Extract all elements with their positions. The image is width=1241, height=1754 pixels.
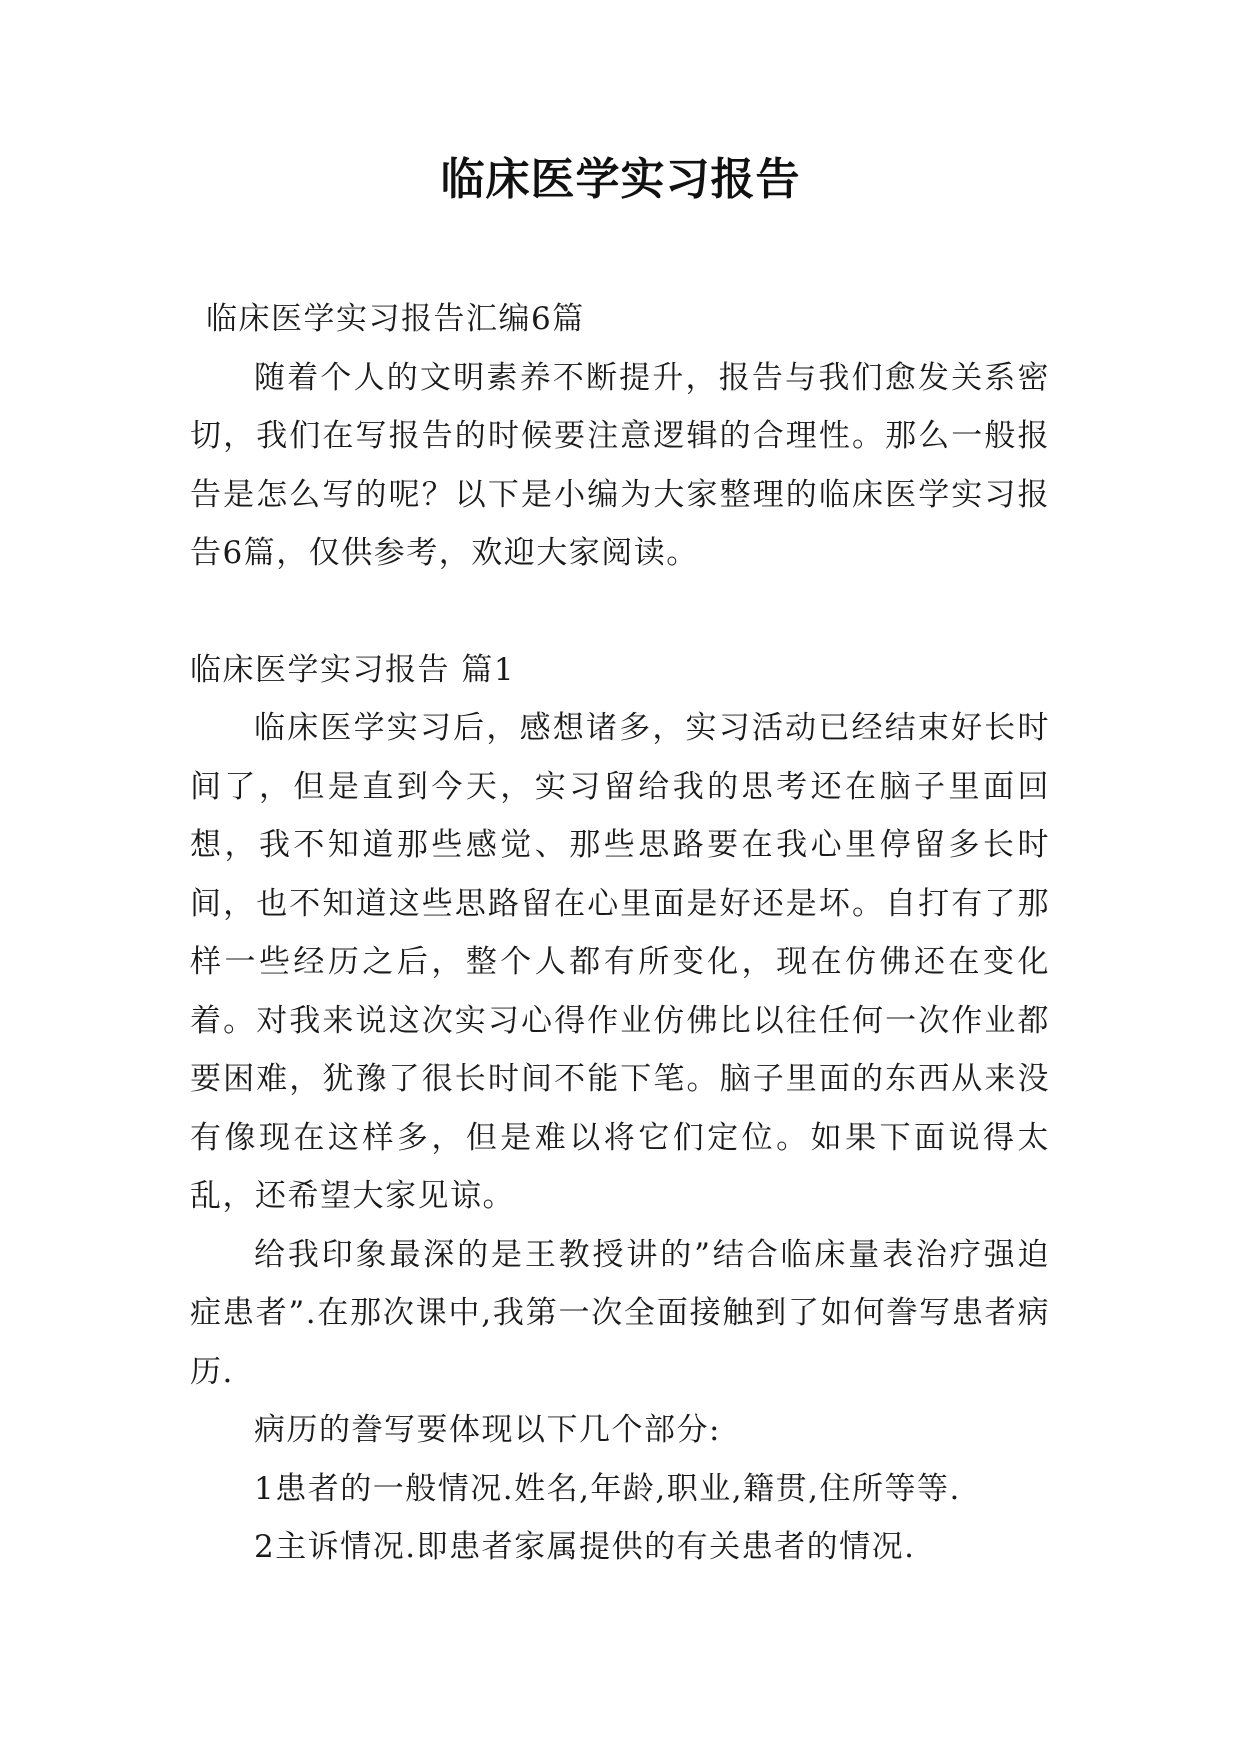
section-heading: 临床医学实习报告 篇1 [190, 651, 516, 688]
list-item: 2主诉情况.即患者家属提供的有关患者的情况. [254, 1529, 916, 1565]
body-paragraph: 给我印象最深的是王教授讲的”结合临床量表治疗强迫症患者”.在那次课中,我第一次全面接触到了如何誊写患者病历. [190, 1236, 1050, 1390]
intro-paragraph: 随着个人的文明素养不断提升，报告与我们愈发关系密切，我们在写报告的时候要注意逻辑的合理性。那么一般报告是怎么写的呢？以下是小编为大家整理的临床医学实习报告6篇，仅供参考，欢迎大家阅读。 [190, 359, 1050, 571]
list-item: 1患者的一般情况.姓名,年龄,职业,籍贯,住所等等. [254, 1470, 961, 1507]
paragraph-spacer [190, 583, 1050, 641]
body-paragraph: 病历的誊写要体现以下几个部分: [254, 1412, 721, 1448]
document-title: 临床医学实习报告 [440, 154, 801, 205]
document-body [190, 290, 1050, 1577]
document-subtitle: 临床医学实习报告汇编6篇 [206, 301, 585, 337]
body-paragraph: 临床医学实习后，感想诸多，实习活动已经结束好长时间了，但是直到今天，实习留给我的思考还在脑子里面回想，我不知道那些感觉、那些思路要在我心里停留多长时间，也不知道这些思路留在心里面是好还是坏。自打有了那样一些经历之后，整个人都有所变化，现在仿佛还在变化着。对我来说这次实习心得作业仿佛比以往任何一次作业都要困难，犹豫了很长时间不能下笔。脑子里面的东西从来没有像现在这样多，但是难以将它们定位。如果下面说得太乱，还希望大家见谅。 [190, 710, 1050, 1214]
